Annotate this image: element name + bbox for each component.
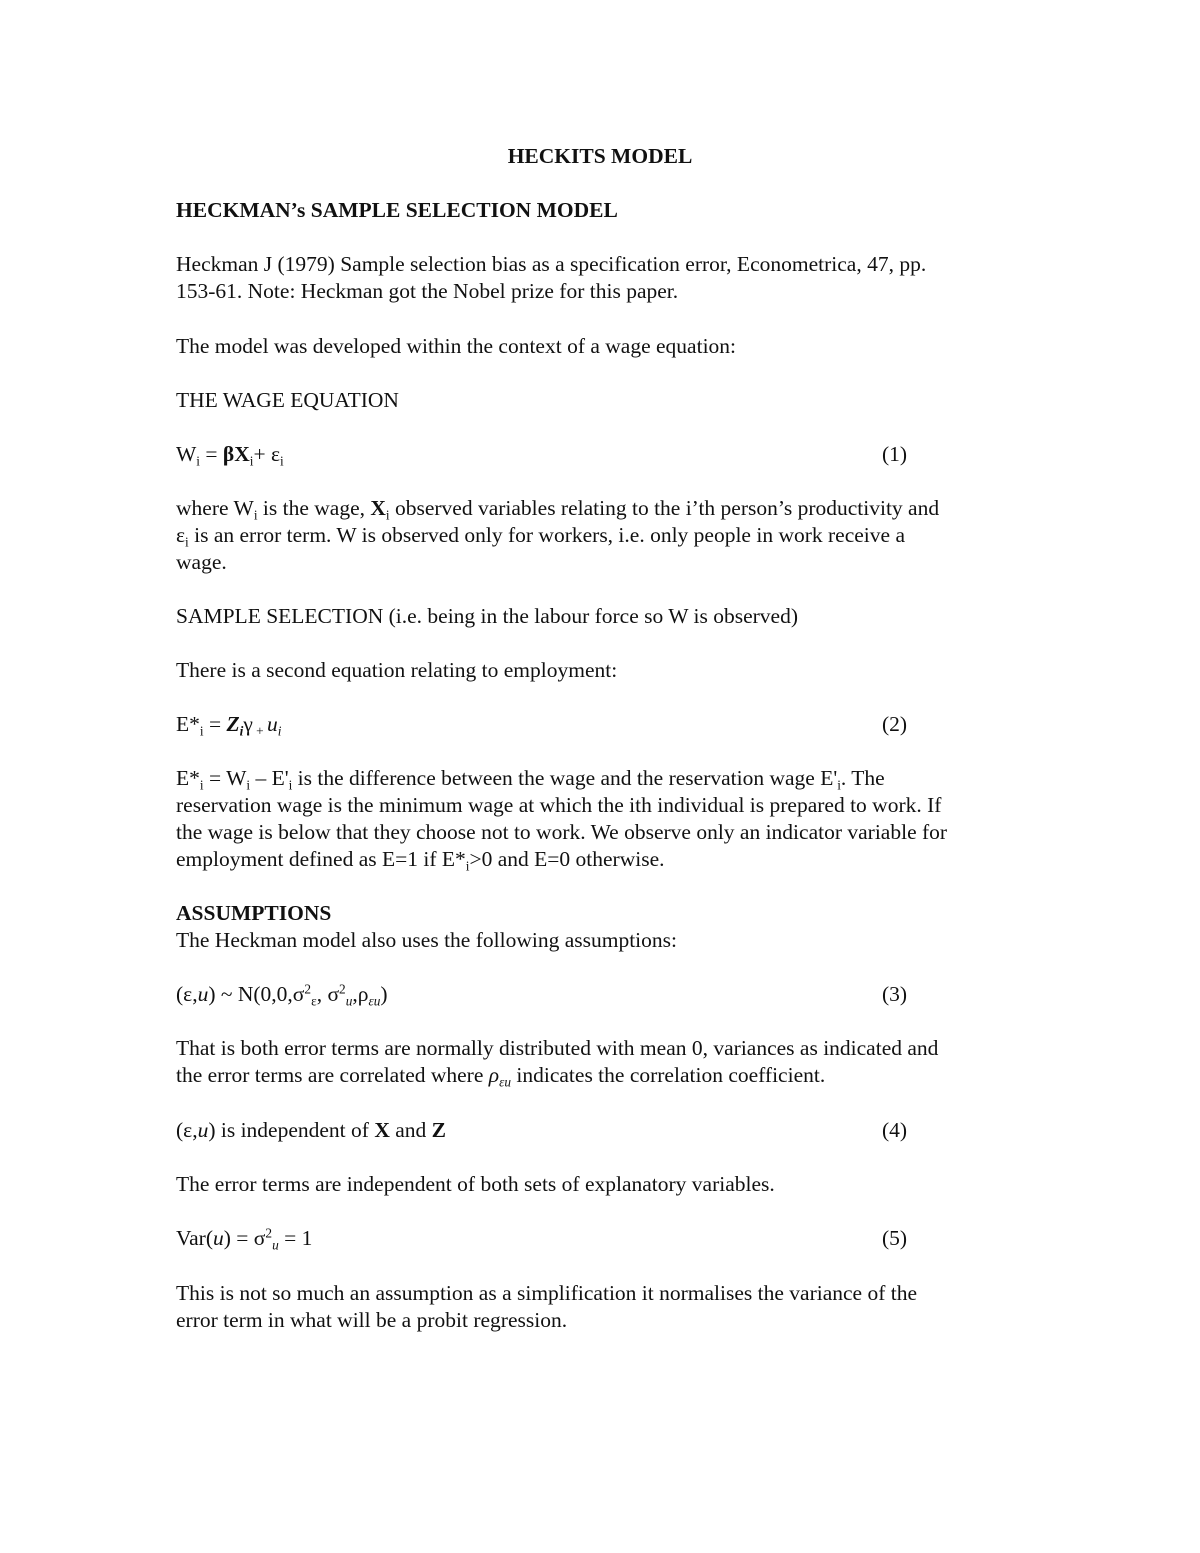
- equation-4-number: (4): [882, 1118, 908, 1142]
- page-title: HECKITS MODEL: [507, 144, 693, 168]
- wage-equation-heading: THE WAGE EQUATION: [176, 388, 399, 412]
- sample-selection-heading: SAMPLE SELECTION (i.e. being in the labour force so W is observed): [176, 604, 798, 628]
- assumptions-intro: The Heckman model also uses the following assumptions:: [176, 928, 677, 952]
- equation-5: $Var(u) = \sigma^2_u = 1$ (5): [176, 1225, 908, 1253]
- equation-4: (ε,u) is independent of X and Z (4): [176, 1118, 908, 1142]
- equation-4-description: The error terms are independent of both sets of explanatory variables.: [176, 1172, 775, 1196]
- equation-1-number: (1): [882, 442, 908, 466]
- equation-2: $E*_i = Z_i\gamma$ $_+$ $u_i$ (2): [176, 712, 908, 739]
- assumptions-heading: ASSUMPTIONS: [176, 901, 332, 925]
- citation-line-1: Heckman J (1979) Sample selection bias as a specification error, Econometrica, 47, pp.: [176, 252, 927, 276]
- equation-3-description: That is both error terms are normally distributed with mean 0, variances as indicated and the error terms are correlated where $\rho_{\varepsilon u}$ indicates the correlation coefficient.: [176, 1036, 939, 1090]
- equation-5-description: This is not so much an assumption as a simplification it normalises the variance of the error term in what will be a probit regression.: [176, 1281, 918, 1332]
- equation-3-number: (3): [882, 982, 908, 1006]
- second-equation-intro: There is a second equation relating to employment:: [176, 658, 618, 682]
- wage-description: where $W_i$ is the wage, $X_i$ observed variables relating to the i’th person’s productivity and $\varepsilon_i$ is an error term. W is observed only for workers, i.e. only people in work receive a wage.: [176, 496, 940, 574]
- citation-line-2: 153-61. Note: Heckman got the Nobel prize for this paper.: [176, 279, 679, 303]
- citation: [176, 251, 1036, 305]
- intro-paragraph: The model was developed within the context of a wage equation:: [176, 334, 737, 358]
- reservation-wage-paragraph: $E*_i = W_i - E'_i$ is the difference between the wage and the reservation wage $E'_i$. The reservation wage is the minimum wage at which the ith individual is prepared to work. If the wage is below that they choose not to work. We observe only an indicator variable for employment defined as E=1 if $E*_i>0$ and E=0 otherwise.: [176, 766, 948, 874]
- equation-2-number: (2): [882, 712, 908, 736]
- equation-3: (ε,u) ~ $N(0,0,\sigma^2_\varepsilon$, $\sigma^2_u,\rho_{\varepsilon u}$) (3): [176, 981, 908, 1009]
- equation-5-number: (5): [882, 1226, 908, 1250]
- section-heading-heckman: HECKMAN’s SAMPLE SELECTION MODEL: [176, 198, 618, 222]
- equation-1: $W_i = \beta X_i+ \varepsilon_i$ (1): [176, 442, 908, 469]
